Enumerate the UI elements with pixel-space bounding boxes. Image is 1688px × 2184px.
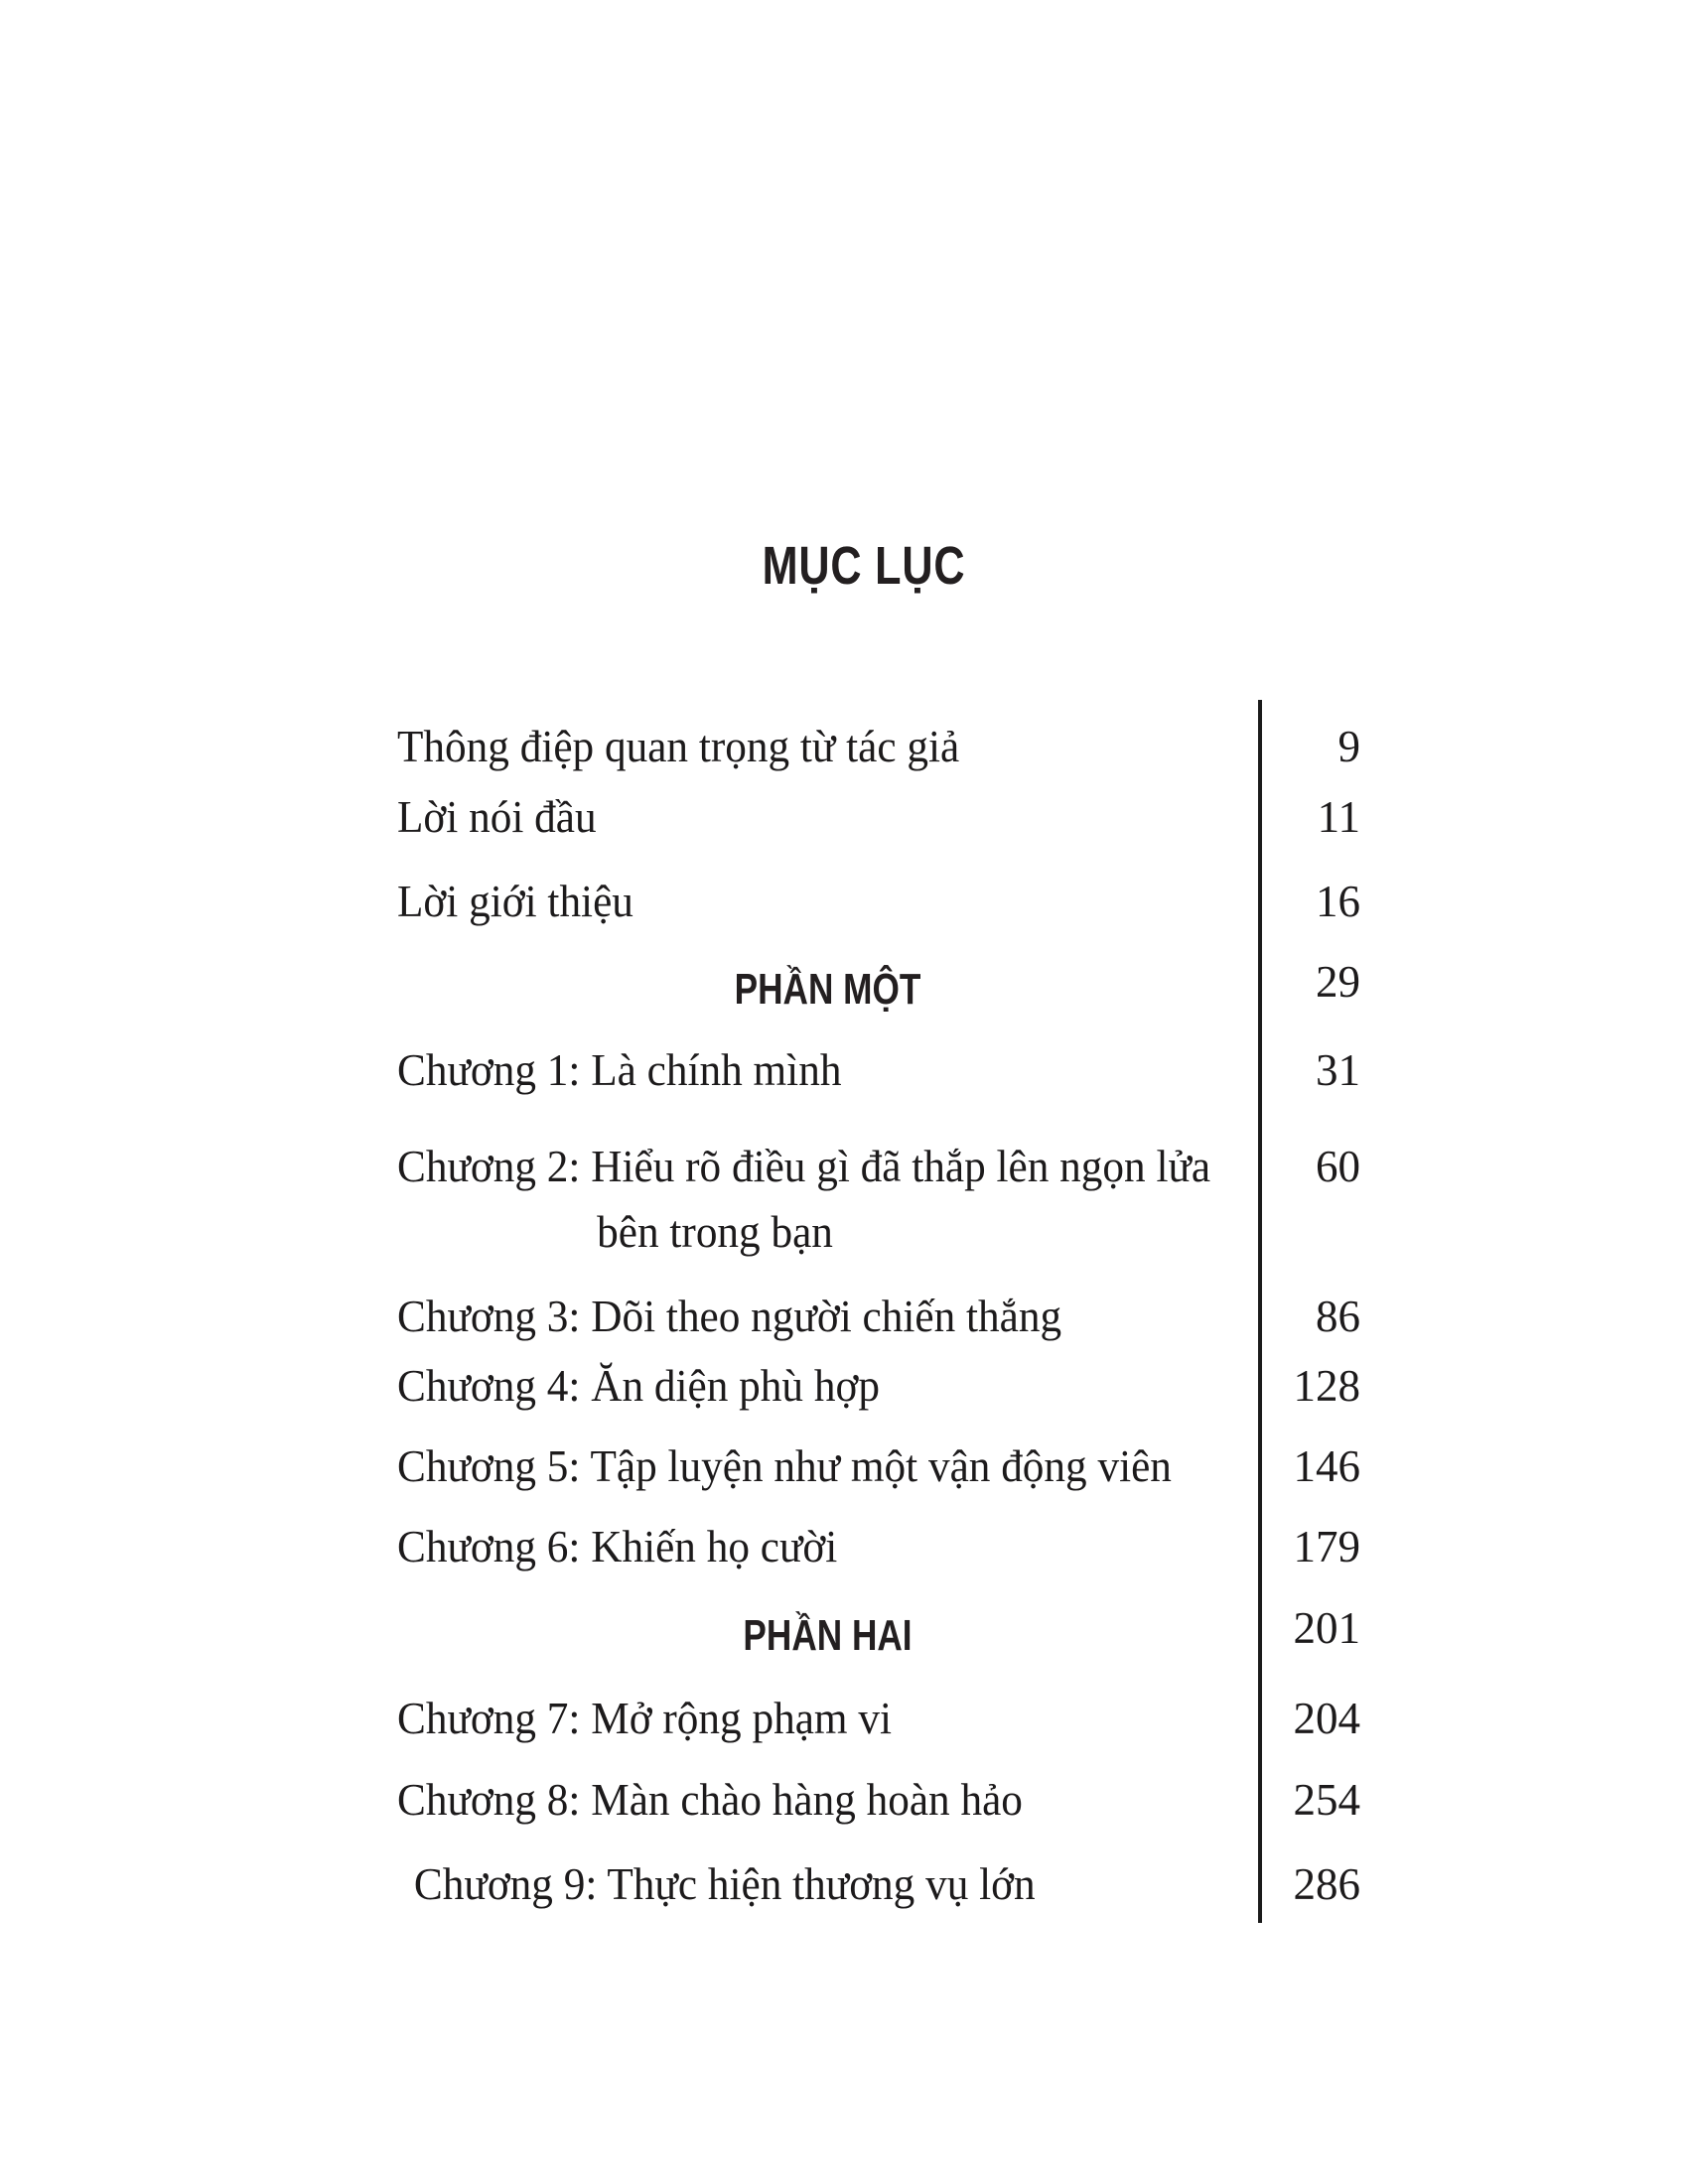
page-number: 31 (1316, 1045, 1360, 1095)
page-number: 29 (1316, 957, 1360, 1007)
page-title: MỤC LỤC (762, 536, 966, 596)
toc-entry-label: Lời nói đầu (397, 791, 597, 842)
page-title-wrap (0, 536, 1688, 596)
toc-section-header (397, 957, 1360, 1020)
page-number: 9 (1337, 722, 1360, 771)
toc-entry (397, 872, 1360, 931)
toc-entry (397, 1287, 1360, 1346)
toc-entry-label: Chương 9: Thực hiện thương vụ lớn (413, 1858, 1036, 1909)
page-number: 16 (1316, 877, 1360, 926)
toc-entry-label: Chương 5: Tập luyện như một vận động viên (397, 1440, 1172, 1491)
toc-section-header (397, 1603, 1360, 1666)
toc-entry-label: Chương 7: Mở rộng phạm vi (397, 1693, 892, 1743)
toc-entry (397, 1517, 1360, 1576)
toc-section-label: PHẦN HAI (743, 1611, 913, 1660)
toc-entry-label-line1: Chương 2: Hiểu rõ điều gì đã thắp lên ngọn lửa (397, 1141, 1211, 1191)
toc-entry-label (397, 1134, 1210, 1265)
toc-entry-label: Chương 8: Màn chào hàng hoàn hảo (397, 1774, 1023, 1825)
page-number: 286 (1293, 1859, 1360, 1909)
toc-entry (397, 1356, 1360, 1416)
page-number: 60 (1316, 1142, 1360, 1191)
toc-entry (397, 787, 1360, 847)
toc-entry (397, 1770, 1360, 1830)
toc-entry (397, 1436, 1360, 1496)
toc-entry-label-line2: bên trong bạn (597, 1206, 833, 1257)
page-number: 179 (1293, 1522, 1360, 1571)
toc-entry (397, 1854, 1360, 1914)
toc-entry (397, 1040, 1360, 1100)
page-number: 86 (1316, 1292, 1360, 1341)
page-number: 204 (1293, 1694, 1360, 1743)
toc-entry-label: Thông điệp quan trọng từ tác giả (397, 721, 960, 771)
toc-entry-label: Chương 3: Dõi theo người chiến thắng (397, 1291, 1062, 1341)
toc-entry (397, 717, 1360, 776)
toc-entry-label: Lời giới thiệu (397, 876, 633, 926)
page-number: 146 (1293, 1441, 1360, 1491)
toc-entry-label: Chương 1: Là chính mình (397, 1044, 842, 1095)
page-number: 254 (1293, 1775, 1360, 1825)
toc-entry (397, 1689, 1360, 1748)
toc-section-label: PHẦN MỘT (734, 965, 921, 1014)
page-number: 11 (1317, 792, 1360, 842)
toc-entry (397, 1134, 1360, 1265)
toc-entry-label: Chương 6: Khiến họ cười (397, 1521, 838, 1571)
toc-entry-label: Chương 4: Ăn diện phù hợp (397, 1360, 880, 1411)
page-number: 128 (1293, 1361, 1360, 1411)
page-number: 201 (1293, 1603, 1360, 1653)
